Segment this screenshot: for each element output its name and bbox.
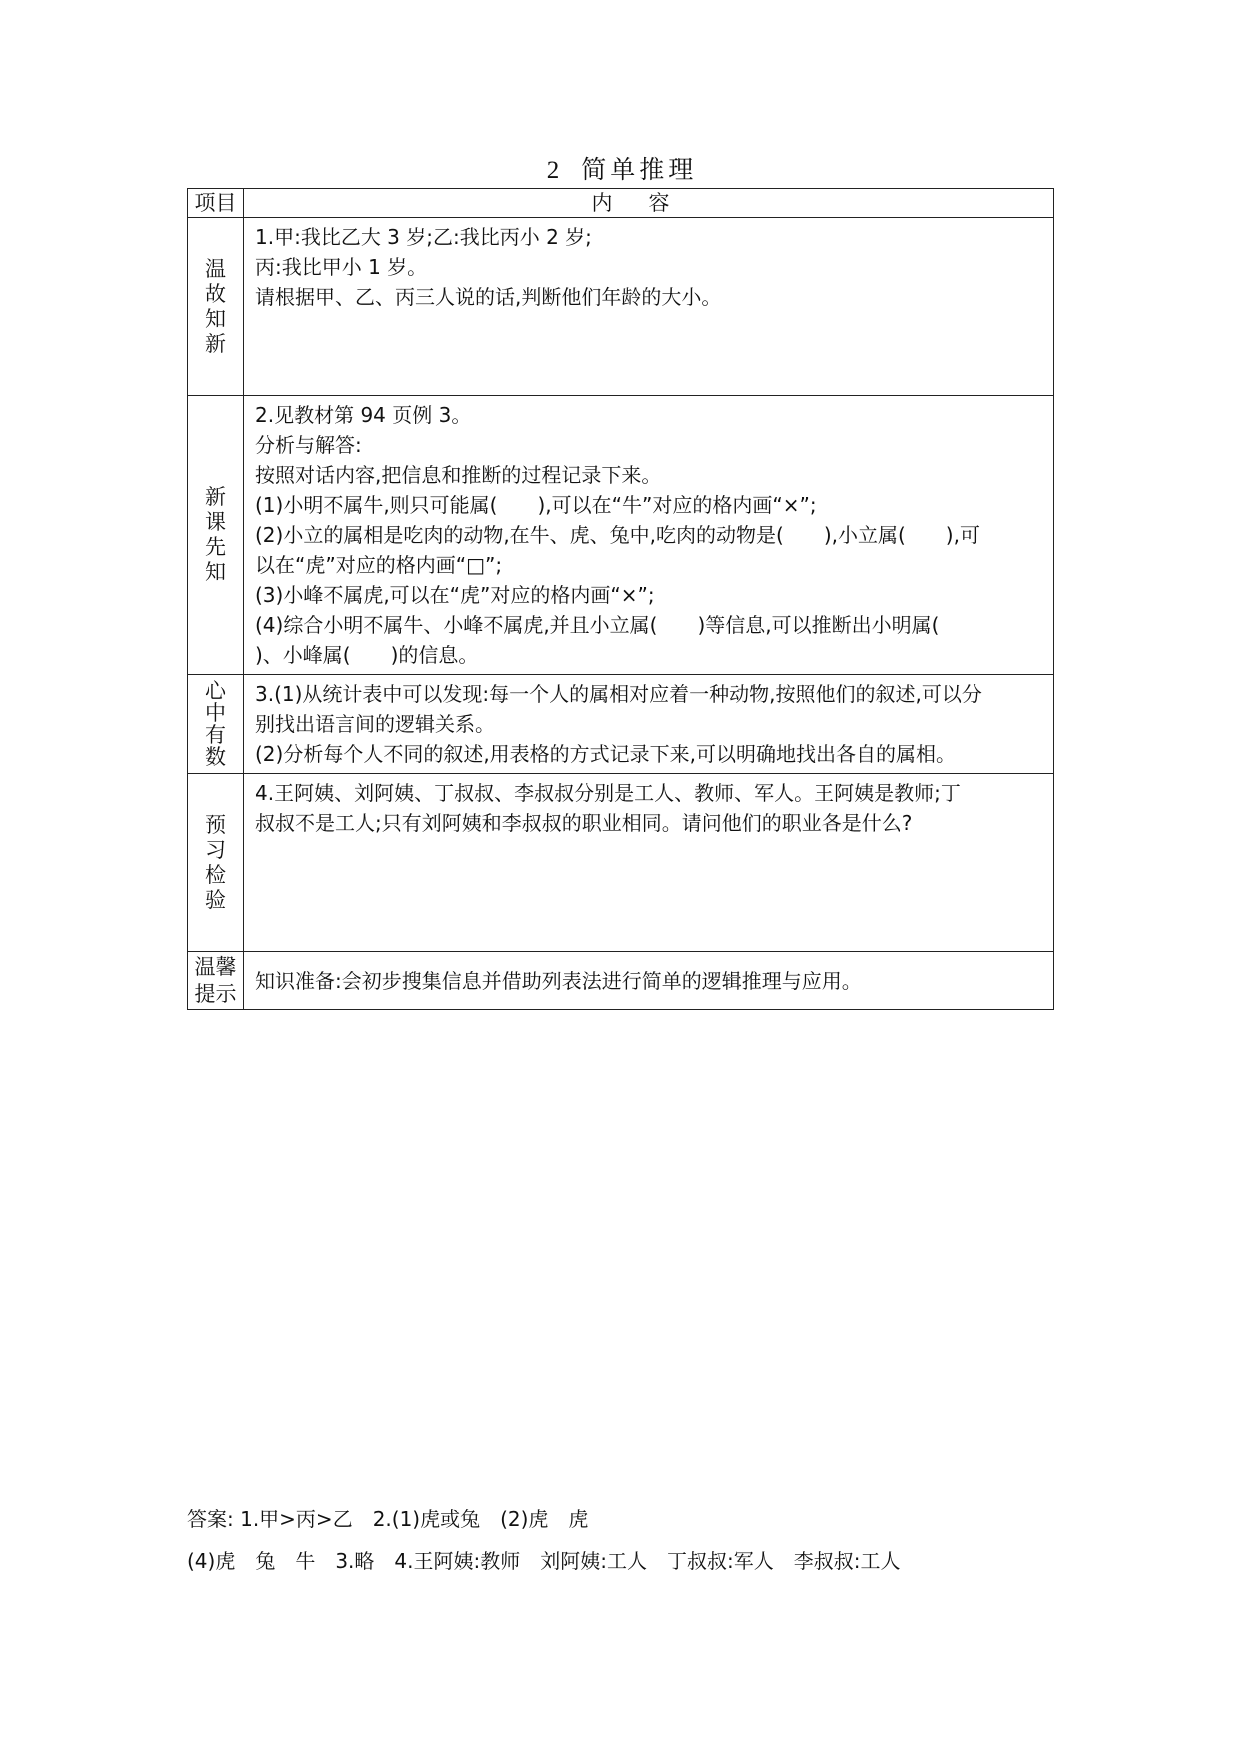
row-understanding — [188, 675, 1054, 774]
row-content-review — [244, 218, 1054, 396]
content-line: 2.见教材第 94 页例 3。 — [255, 403, 472, 427]
row-label-understanding: 心中有数 — [188, 675, 244, 774]
answer-line-2: (4)虎 兔 牛 3.略 4.王阿姨:教师 刘阿姨:工人 丁叔叔:军人 李叔叔:工人 — [187, 1549, 901, 1573]
header-item: 项目 — [188, 189, 244, 218]
content-line: 知识准备:会初步搜集信息并借助列表法进行简单的逻辑推理与应用。 — [255, 968, 862, 993]
row-content-understanding — [244, 675, 1054, 774]
row-label-check: 预习检验 — [188, 774, 244, 952]
row-preview — [188, 396, 1054, 675]
content-line: 分析与解答: — [255, 433, 362, 457]
content-line: (1)小明不属牛,则只可能属( ),可以在“牛”对应的格内画“×”; — [255, 493, 817, 517]
content-line: (4)综合小明不属牛、小峰不属虎,并且小立属( )等信息,可以推断出小明属( — [255, 613, 940, 637]
content-line: 请根据甲、乙、丙三人说的话,判断他们年龄的大小。 — [255, 285, 722, 309]
content-line: 1.甲:我比乙大 3 岁;乙:我比丙小 2 岁; — [255, 225, 592, 249]
row-label-tip: 温馨提示 — [188, 952, 244, 1010]
content-line: 按照对话内容,把信息和推断的过程记录下来。 — [255, 463, 662, 487]
content-line: )、小峰属( )的信息。 — [255, 643, 479, 667]
page-title — [187, 152, 1057, 188]
section-number: 2 — [546, 157, 564, 184]
content-line: 4.王阿姨、刘阿姨、丁叔叔、李叔叔分别是工人、教师、军人。王阿姨是教师;丁 — [255, 781, 961, 805]
row-check — [188, 774, 1054, 952]
content-line: (2)分析每个人不同的叙述,用表格的方式记录下来,可以明确地找出各自的属相。 — [255, 742, 957, 766]
section-title: 简单推理 — [581, 155, 698, 184]
row-content-preview — [244, 396, 1054, 675]
answer-line-1: 答案: 1.甲>丙>乙 2.(1)虎或兔 (2)虎 虎 — [187, 1507, 589, 1531]
row-content-tip — [244, 952, 1054, 1010]
row-label-preview: 新课先知 — [188, 396, 244, 675]
content-line: (2)小立的属相是吃肉的动物,在牛、虎、兔中,吃肉的动物是( ),小立属( ),可 — [255, 523, 980, 547]
row-label-review: 温故知新 — [188, 218, 244, 396]
row-review — [188, 218, 1054, 396]
content-line: 丙:我比甲小 1 岁。 — [255, 255, 428, 279]
header-row — [188, 189, 1054, 218]
content-line: 别找出语言间的逻辑关系。 — [255, 712, 495, 736]
answer-section — [187, 1498, 1087, 1582]
row-content-check — [244, 774, 1054, 952]
content-line: 3.(1)从统计表中可以发现:每一个人的属相对应着一种动物,按照他们的叙述,可以分 — [255, 682, 982, 706]
row-tip — [188, 952, 1054, 1010]
header-content: 内容 — [244, 189, 1054, 218]
content-line: 以在“虎”对应的格内画“□”; — [255, 553, 503, 577]
content-line: (3)小峰不属虎,可以在“虎”对应的格内画“×”; — [255, 583, 655, 607]
content-line: 叔叔不是工人;只有刘阿姨和李叔叔的职业相同。请问他们的职业各是什么? — [255, 811, 913, 835]
study-guide-table — [187, 188, 1054, 1010]
